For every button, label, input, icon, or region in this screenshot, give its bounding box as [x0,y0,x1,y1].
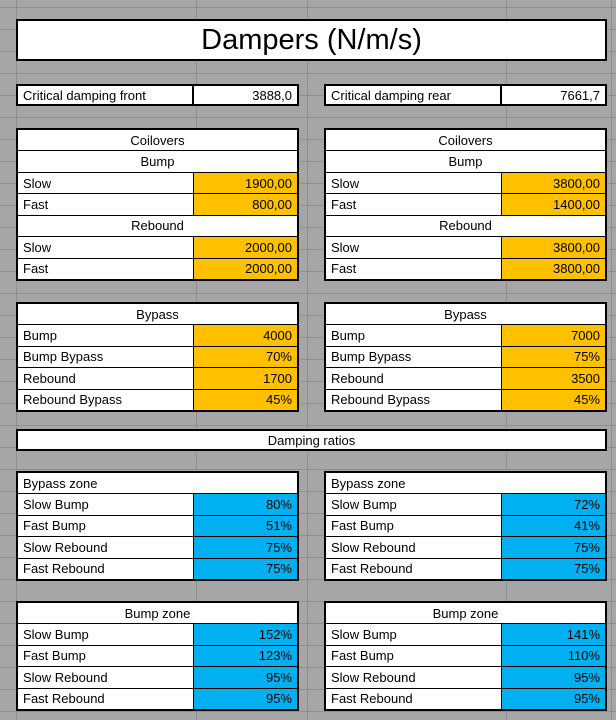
cell-value[interactable]: 72% [502,494,605,514]
cell-label[interactable]: Fast Rebound [326,689,501,709]
table-header-cell[interactable]: Bypass zone [326,473,605,493]
cell-label[interactable]: Fast Bump [326,516,501,536]
cell-label[interactable]: Fast [18,194,193,214]
page-title-text: Dampers (N/m/s) [201,23,422,56]
bypass-rear-table [324,302,607,412]
cell-label[interactable]: Rebound Bypass [326,390,501,410]
cell-value[interactable]: 75% [194,559,297,579]
cell-value[interactable]: 70% [194,347,297,367]
table-header-cell[interactable]: Bypass [18,304,297,324]
cell-label[interactable]: Critical damping front [18,86,192,104]
cell-value[interactable]: 7000 [502,325,605,345]
cell-label[interactable]: Slow Bump [18,494,193,514]
cell-value[interactable]: 75% [502,537,605,557]
cell-value[interactable]: 141% [502,624,605,644]
cell-value[interactable]: 3800,00 [502,237,605,257]
table-header-cell[interactable]: Bump zone [326,603,605,623]
cell-value[interactable]: 51% [194,516,297,536]
coilovers-rear-table [324,128,607,281]
critical-damping-rear-table [324,84,607,106]
cell-label[interactable]: Slow Rebound [326,667,501,687]
cell-value[interactable]: 95% [502,667,605,687]
cell-value[interactable]: 152% [194,624,297,644]
cell-value[interactable]: 3888,0 [194,86,297,104]
cell-value[interactable]: 1400,00 [502,194,605,214]
cell-label[interactable]: Fast Bump [326,646,501,666]
cell-value[interactable]: 3500 [502,368,605,388]
cell-value[interactable]: 3800,00 [502,259,605,279]
cell-label[interactable]: Slow [326,237,501,257]
cell-value[interactable]: 95% [502,689,605,709]
cell-value[interactable]: 2000,00 [194,259,297,279]
cell-value[interactable]: 45% [194,390,297,410]
cell-label[interactable]: Fast Rebound [326,559,501,579]
table-header-cell[interactable]: Bypass [326,304,605,324]
bypass-zone-rear-table [324,471,607,581]
cell-value[interactable]: 45% [502,390,605,410]
table-header-cell[interactable]: Coilovers [326,130,605,150]
page-title[interactable] [16,19,607,61]
cell-value[interactable]: 7661,7 [502,86,605,104]
section-header-cell[interactable]: Bump [18,151,297,171]
cell-label[interactable]: Fast Rebound [18,559,193,579]
cell-value[interactable]: 95% [194,689,297,709]
cell-value[interactable]: 1700 [194,368,297,388]
bump-zone-front-table [16,601,299,711]
critical-damping-front-table [16,84,299,106]
cell-value[interactable]: 75% [502,347,605,367]
cell-value[interactable]: 75% [194,537,297,557]
table-header-cell[interactable]: Bypass zone [18,473,297,493]
cell-label[interactable]: Rebound [18,368,193,388]
cell-value[interactable]: 75% [502,559,605,579]
cell-value[interactable]: 3800,00 [502,173,605,193]
damping-ratios-header-text: Damping ratios [267,432,356,448]
cell-label[interactable]: Slow [18,237,193,257]
cell-value[interactable]: 4000 [194,325,297,345]
cell-label[interactable]: Rebound [326,368,501,388]
cell-label[interactable]: Fast [326,259,501,279]
table-header-cell[interactable]: Bump zone [18,603,297,623]
cell-value[interactable]: 95% [194,667,297,687]
cell-label[interactable]: Slow Rebound [18,537,193,557]
cell-label[interactable]: Slow Bump [326,624,501,644]
cell-label[interactable]: Bump Bypass [18,347,193,367]
cell-value[interactable]: 80% [194,494,297,514]
cell-label[interactable]: Slow [326,173,501,193]
cell-label[interactable]: Critical damping rear [326,86,500,104]
section-header-cell[interactable]: Rebound [326,216,605,236]
section-header-cell[interactable]: Rebound [18,216,297,236]
section-header-cell[interactable]: Bump [326,151,605,171]
cell-label[interactable]: Fast [326,194,501,214]
cell-label[interactable]: Fast Bump [18,646,193,666]
cell-label[interactable]: Bump [326,325,501,345]
bump-zone-rear-table [324,601,607,711]
table-header-cell[interactable]: Coilovers [18,130,297,150]
bypass-zone-front-table [16,471,299,581]
cell-label[interactable]: Slow Rebound [18,667,193,687]
cell-label[interactable]: Bump [18,325,193,345]
damping-ratios-header[interactable] [16,429,607,451]
cell-value[interactable]: 41% [502,516,605,536]
cell-label[interactable]: Slow Rebound [326,537,501,557]
bypass-front-table [16,302,299,412]
cell-label[interactable]: Fast [18,259,193,279]
cell-value[interactable]: 800,00 [194,194,297,214]
cell-value[interactable]: 1900,00 [194,173,297,193]
cell-label[interactable]: Slow Bump [326,494,501,514]
cell-value[interactable]: 123% [194,646,297,666]
cell-label[interactable]: Slow Bump [18,624,193,644]
cell-label[interactable]: Rebound Bypass [18,390,193,410]
coilovers-front-table [16,128,299,281]
cell-label[interactable]: Bump Bypass [326,347,501,367]
cell-label[interactable]: Fast Rebound [18,689,193,709]
cell-value[interactable]: 2000,00 [194,237,297,257]
cell-label[interactable]: Slow [18,173,193,193]
cell-label[interactable]: Fast Bump [18,516,193,536]
cell-value[interactable]: 110% [502,646,605,666]
